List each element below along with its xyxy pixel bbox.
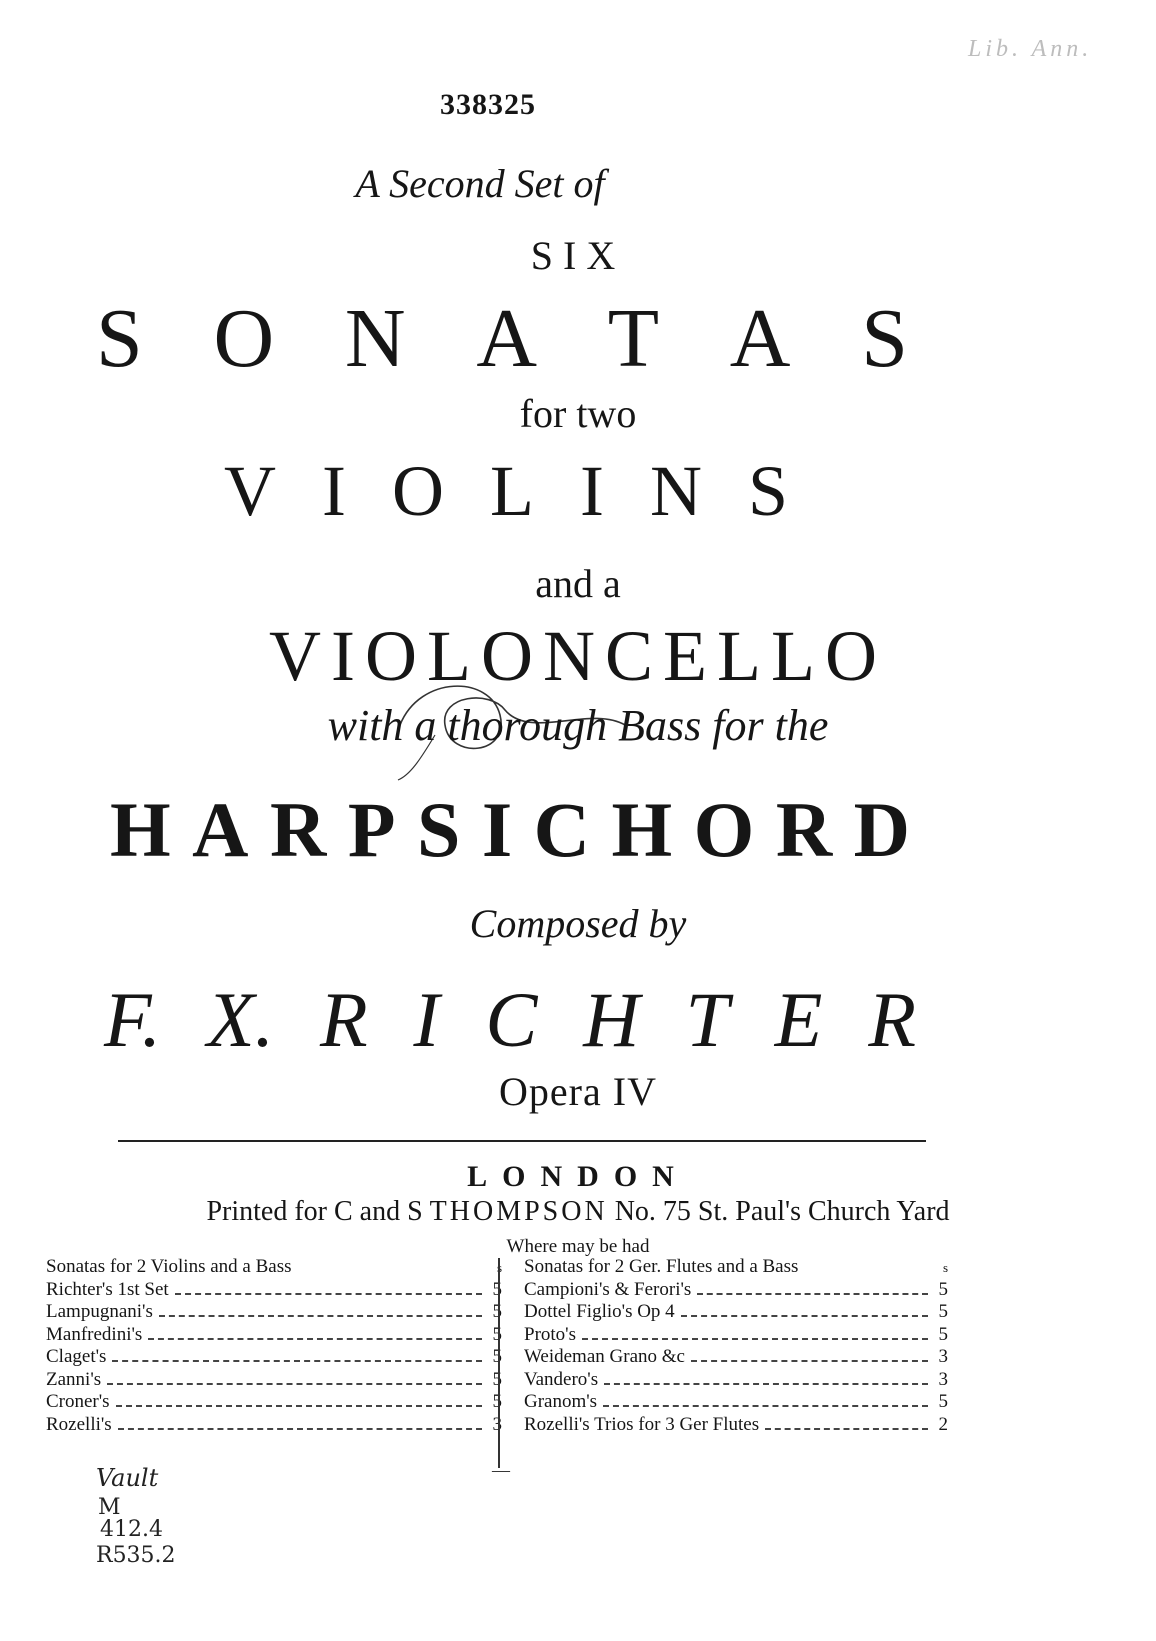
violins-letter: I: [579, 451, 604, 531]
sonatas-letter: O: [213, 292, 275, 385]
catalog-left-heading: Sonatas for 2 Violins and a Bass: [46, 1256, 292, 1277]
item-name: Rozelli's: [46, 1413, 112, 1435]
composer-part: C: [485, 976, 538, 1063]
composer-part: R: [320, 976, 368, 1063]
composer-part: F.: [104, 976, 162, 1063]
harpsichord-letter: D: [853, 786, 910, 873]
item-name: Proto's: [524, 1323, 576, 1345]
catalog-item: [524, 1391, 948, 1414]
harpsichord-letter: S: [416, 786, 461, 873]
item-name: Manfredini's: [46, 1323, 143, 1345]
item-name: Dottel Figlio's Op 4: [524, 1301, 675, 1322]
catalog-number: 338325: [440, 88, 536, 121]
item-name: Lampugnani's: [46, 1301, 153, 1322]
composer-name: [104, 975, 916, 1065]
and-a-line: and a: [535, 561, 621, 606]
sonatas-letter: S: [861, 292, 908, 385]
composed-by-line: Composed by: [469, 901, 687, 946]
shelf-mark-line: M: [98, 1495, 121, 1520]
harpsichord-letter: O: [693, 786, 755, 873]
item-price: 5: [492, 1301, 502, 1322]
item-price: 3: [938, 1346, 948, 1367]
catalog-left-column: [46, 1256, 502, 1436]
where-may-be-had: Where may be had: [506, 1236, 650, 1257]
dotted-leader: [159, 1315, 482, 1317]
harpsichord-title: [110, 785, 910, 875]
violins-letter: L: [489, 451, 534, 531]
composer-part: R: [868, 976, 916, 1063]
for-two-line: for two: [519, 391, 637, 436]
catalog-item: [524, 1279, 948, 1302]
dotted-leader: [175, 1293, 482, 1295]
dotted-leader: [116, 1405, 482, 1407]
catalog-item: [524, 1346, 948, 1369]
catalog-right-heading: Sonatas for 2 Ger. Flutes and a Bass: [524, 1256, 799, 1277]
imprint-publisher: THOMPSON: [429, 1196, 608, 1227]
catalog-item: [46, 1369, 502, 1392]
composer-part: X.: [206, 976, 275, 1063]
six-line: SIX: [530, 233, 626, 278]
item-price: 3: [492, 1413, 502, 1435]
item-name: Claget's: [46, 1346, 107, 1367]
item-name: Croner's: [46, 1391, 110, 1412]
imprint-address: St. Paul's Church Yard: [697, 1196, 950, 1227]
catalog-item: [524, 1414, 948, 1437]
violins-letter: O: [391, 451, 444, 531]
harpsichord-letter: H: [110, 786, 171, 873]
violins-letter: N: [649, 451, 702, 531]
harpsichord-letter: C: [533, 786, 591, 873]
violins-letter: V: [224, 451, 276, 531]
shelf-mark-line: Vault: [96, 1464, 159, 1492]
sonatas-letter: T: [607, 292, 660, 385]
dotted-leader: [582, 1338, 928, 1340]
currency-label: s: [942, 1260, 948, 1275]
dotted-leader: [691, 1360, 928, 1362]
sonatas-letter: N: [344, 292, 406, 385]
item-price: 5: [492, 1278, 502, 1300]
composer-part: T: [685, 976, 729, 1063]
sonatas-letter: S: [96, 292, 143, 385]
thorough-bass-line: with a thorough Bass for the: [327, 701, 829, 750]
corner-annotation: Lib. Ann.: [968, 36, 1093, 62]
catalog-item: [524, 1369, 948, 1392]
catalog-item: [46, 1279, 502, 1302]
opus-line: Opera IV: [499, 1069, 657, 1114]
item-price: 5: [938, 1391, 948, 1412]
item-name: Zanni's: [46, 1368, 102, 1390]
catalog-right-column: [524, 1256, 948, 1436]
item-name: Campioni's & Ferori's: [524, 1278, 692, 1300]
item-price: 5: [492, 1368, 502, 1390]
imprint-printed-for: Printed for C and S: [206, 1196, 423, 1227]
harpsichord-letter: R: [269, 786, 327, 873]
composer-part: H: [583, 976, 640, 1063]
dotted-leader: [604, 1383, 928, 1385]
catalog-item: [524, 1301, 948, 1324]
harpsichord-letter: R: [775, 786, 833, 873]
catalog-item: [46, 1324, 502, 1347]
dotted-leader: [118, 1428, 482, 1430]
violins-letter: S: [747, 451, 788, 531]
item-price: 5: [492, 1391, 502, 1412]
item-name: Granom's: [524, 1391, 598, 1412]
catalog-item: [46, 1391, 502, 1414]
horizontal-rule: [118, 1140, 926, 1142]
item-price: 5: [938, 1278, 948, 1300]
sonatas-letter: A: [729, 292, 791, 385]
dotted-leader: [112, 1360, 482, 1362]
dotted-leader: [681, 1315, 928, 1317]
item-price: 3: [938, 1368, 948, 1390]
violins-letter: I: [322, 451, 346, 531]
sonatas-letter: A: [476, 292, 537, 385]
dotted-leader: [765, 1428, 928, 1430]
column-divider: [498, 1258, 500, 1468]
composer-part: I: [413, 976, 440, 1063]
item-name: Weideman Grano &c: [524, 1346, 685, 1367]
catalog-item: [46, 1301, 502, 1324]
violoncello-title: VIOLONCELLO: [269, 616, 887, 696]
imprint-number: No. 75: [614, 1196, 691, 1227]
catalog-left-heading-row: [46, 1256, 502, 1279]
intro-line: A Second Set of: [355, 161, 605, 206]
catalog-item: [46, 1414, 502, 1437]
harpsichord-letter: P: [347, 786, 396, 873]
catalog-item: [524, 1324, 948, 1347]
item-name: Vandero's: [524, 1368, 599, 1390]
catalog-item: [46, 1346, 502, 1369]
item-price: 5: [492, 1323, 502, 1345]
catalog-right-heading-row: [524, 1256, 948, 1279]
item-price: 5: [938, 1323, 948, 1345]
composer-part: E: [774, 976, 823, 1063]
shelf-mark: [88, 1462, 248, 1572]
city-line: LONDON: [467, 1160, 689, 1193]
currency-label: s: [496, 1260, 502, 1275]
harpsichord-letter: H: [611, 786, 673, 873]
dotted-leader: [697, 1293, 928, 1295]
item-name: Richter's 1st Set: [46, 1278, 169, 1300]
shelf-mark-line: 412.4: [100, 1517, 163, 1542]
violins-title: [224, 450, 788, 533]
item-price: 2: [938, 1413, 948, 1435]
imprint-line: [0, 1196, 1156, 1228]
ornament-mark: ―: [492, 1460, 510, 1480]
sonatas-title: [96, 290, 908, 387]
harpsichord-letter: I: [481, 786, 513, 873]
item-price: 5: [492, 1346, 502, 1367]
dotted-leader: [603, 1405, 928, 1407]
item-price: 5: [938, 1301, 948, 1322]
shelf-mark-line: R535.2: [96, 1543, 176, 1568]
dotted-leader: [107, 1383, 482, 1385]
dotted-leader: [148, 1338, 482, 1340]
item-name: Rozelli's Trios for 3 Ger Flutes: [524, 1413, 760, 1435]
harpsichord-letter: A: [192, 786, 249, 873]
